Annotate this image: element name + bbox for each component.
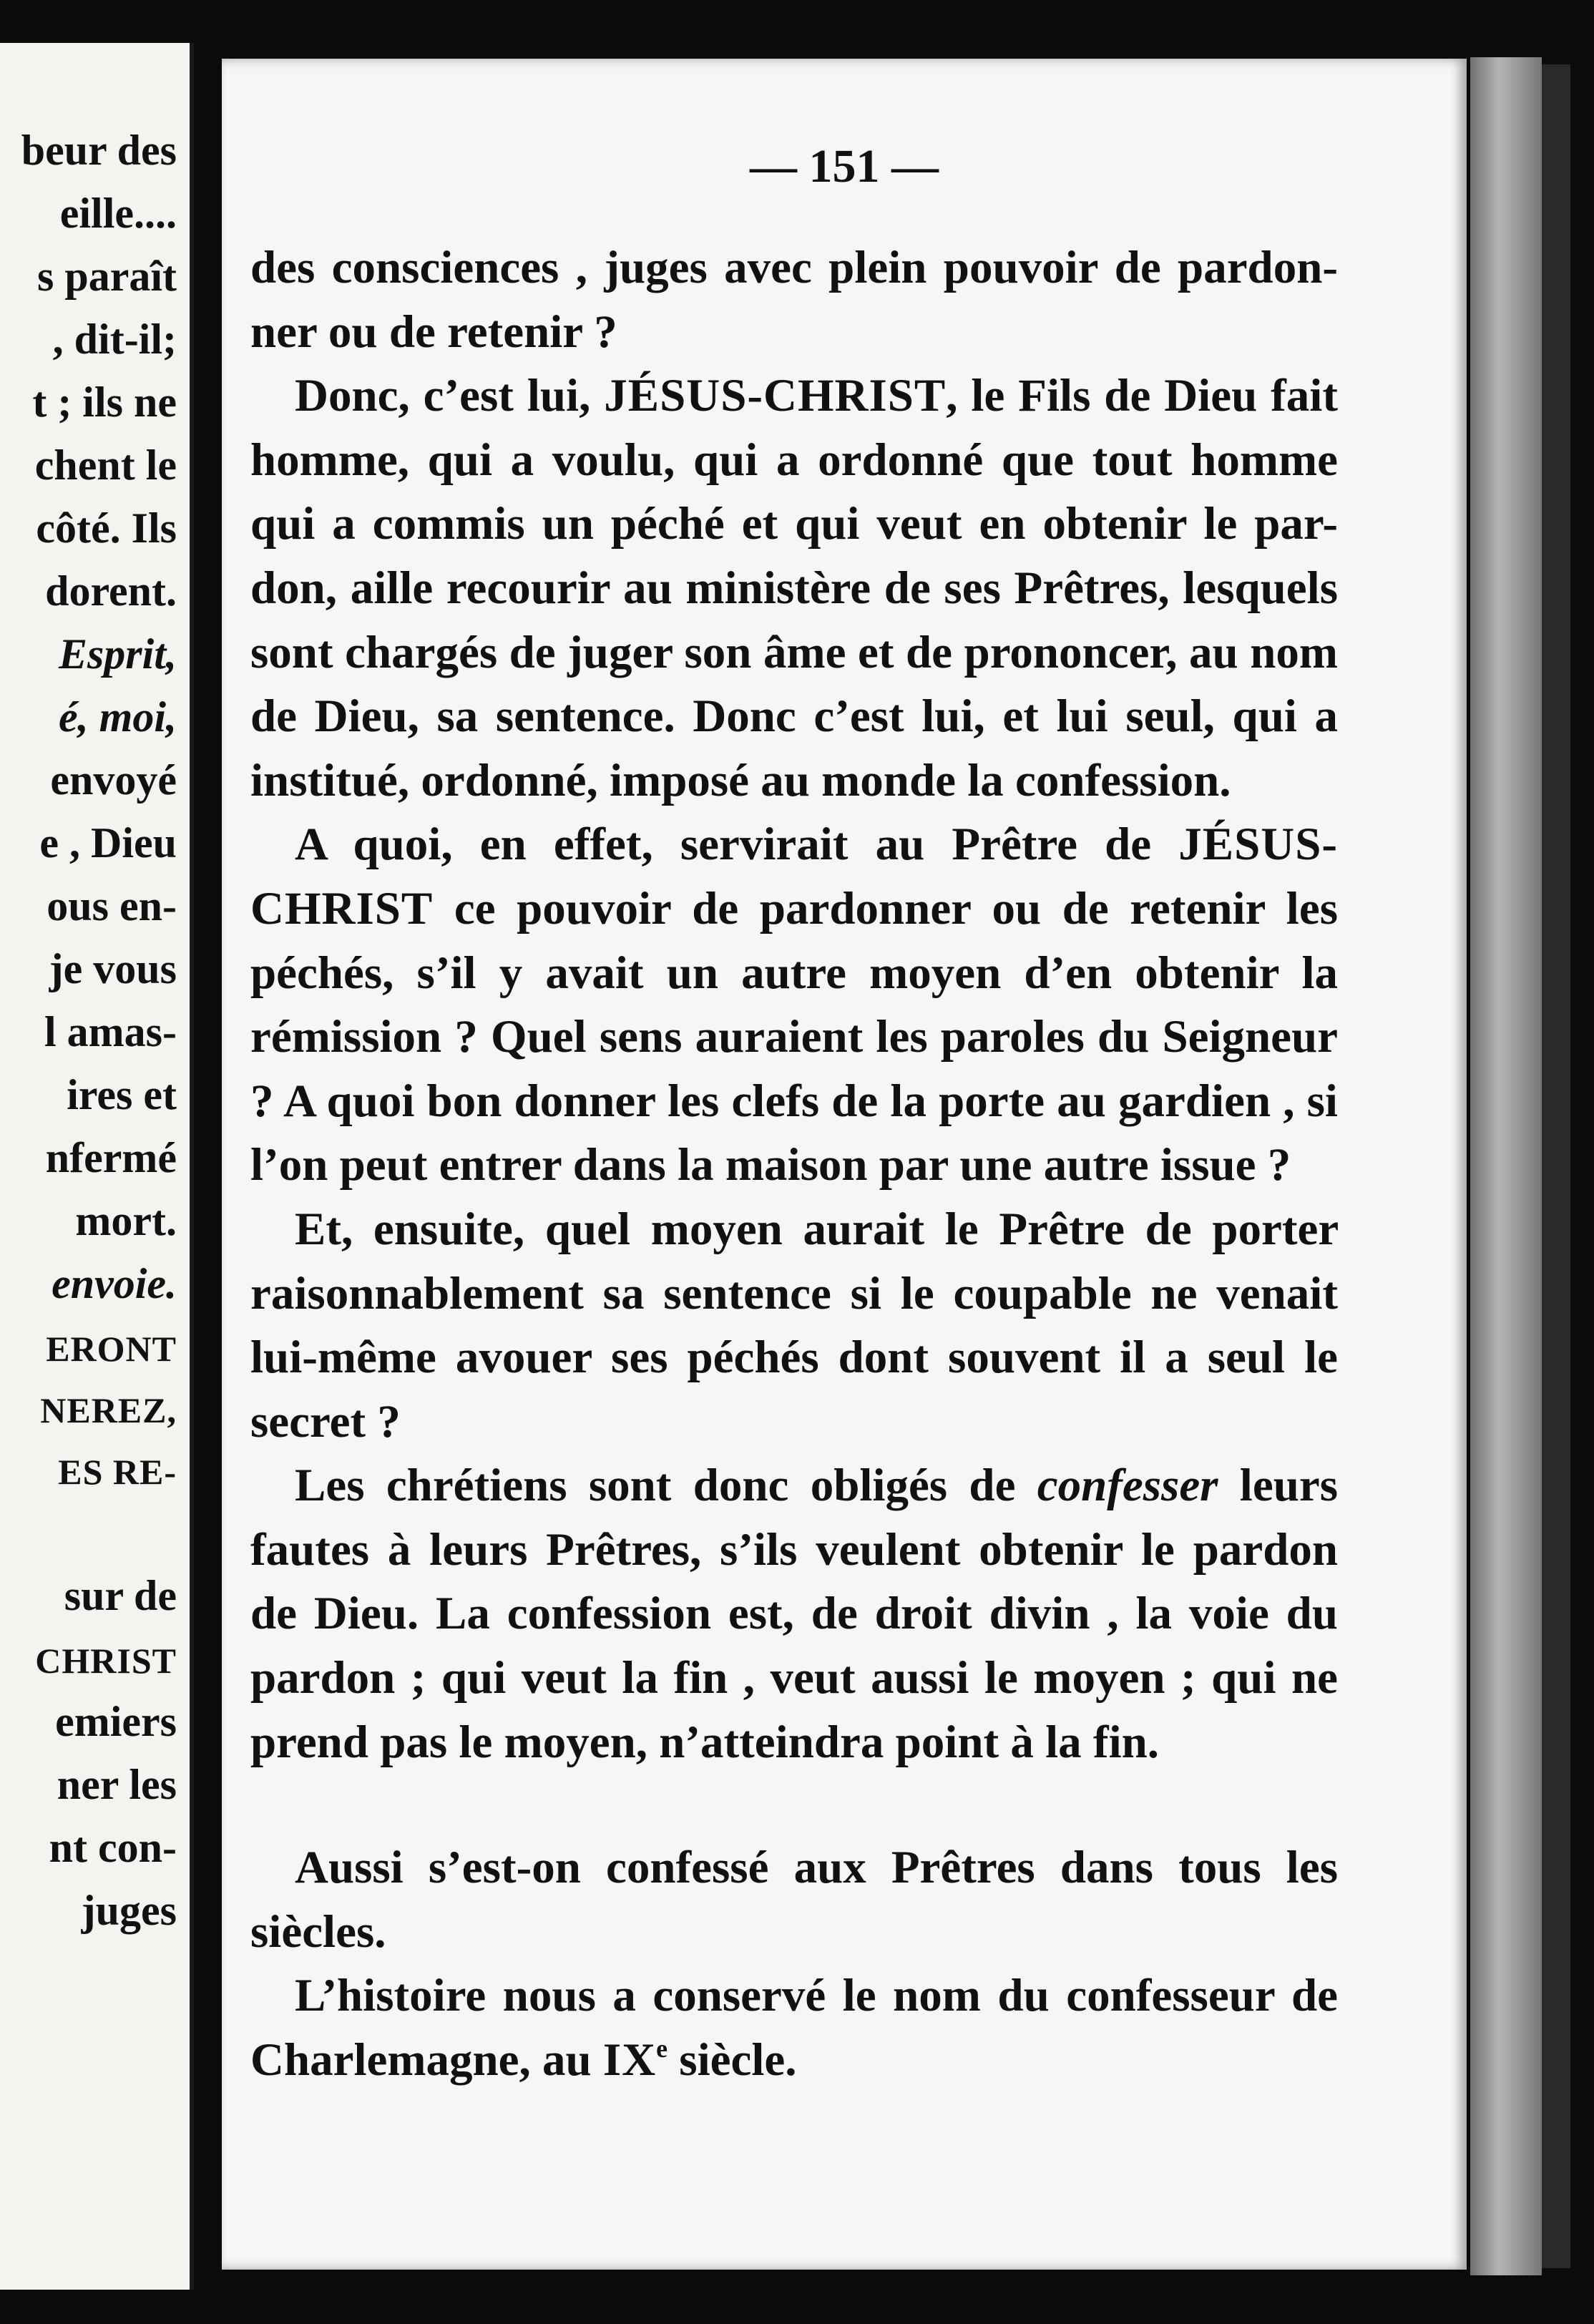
text-line: A quoi, en effet, servirait au Prêtre de JÉSUS-CHRIST bbox=[250, 819, 1338, 934]
text-line: qui a commis un péché et qui veut en obtenir le par- bbox=[250, 498, 1338, 550]
text-line: nom de Dieu, sa sentence. Donc c’est lui, et lui seul, bbox=[250, 626, 1339, 743]
text-line: peut entrer dans la maison par une autre issue ? bbox=[339, 1139, 1291, 1191]
left-page-line: Esprit, bbox=[58, 630, 177, 678]
paragraph bbox=[250, 236, 1338, 364]
text-line: des consciences , juges avec plein pouvoir de pardon- bbox=[250, 242, 1338, 293]
left-page-line: ES RE- bbox=[58, 1452, 177, 1492]
left-page-line: ires et bbox=[67, 1071, 177, 1118]
left-page-line: t ; ils ne bbox=[32, 379, 177, 426]
left-page-line: côté. Ils bbox=[36, 504, 177, 552]
left-page-line: dorent. bbox=[45, 567, 177, 615]
text-line: fautes à leurs Prêtres, s’ils veulent obtenir le pardon bbox=[250, 1523, 1338, 1576]
text-line: lui-même avouer ses péchés dont souvent il a seul le bbox=[250, 1332, 1338, 1384]
left-page-line: ous en- bbox=[47, 882, 177, 929]
paragraph bbox=[250, 1198, 1338, 1454]
left-page-line: ner les bbox=[57, 1761, 177, 1808]
text-line: qui a institué, ordonné, imposé au monde la confession. bbox=[250, 690, 1339, 806]
left-page-line: je vous bbox=[49, 945, 177, 992]
left-page-line: ERONT bbox=[46, 1329, 177, 1369]
book-edge bbox=[1542, 64, 1570, 2268]
left-page-line: nfermé bbox=[45, 1134, 177, 1181]
text-line: sont chargés de juger son âme et de prononcer, au bbox=[250, 626, 1238, 678]
text-line: Et, ensuite, quel moyen aurait le Prêtre de porter bbox=[295, 1203, 1338, 1255]
text-line: raisonnablement sa sentence si le coupable ne venait bbox=[250, 1267, 1338, 1319]
text-line: homme, qui a voulu, qui a ordonné que tout homme bbox=[250, 434, 1338, 486]
text-line: Donc, c’est lui, JÉSUS-CHRIST, le Fils de Dieu fait bbox=[295, 370, 1338, 422]
left-page-line: juges bbox=[81, 1887, 177, 1934]
left-page-line: chent le bbox=[34, 441, 177, 489]
page-edge-strip bbox=[1470, 57, 1542, 2275]
text-line: Quel sens auraient les paroles du Seigneur ? A quoi bbox=[250, 1011, 1339, 1127]
text-line: de Dieu. La confession est, de droit divin , la voie du bbox=[250, 1588, 1338, 1640]
book-page bbox=[222, 59, 1467, 2270]
text-line: Aussi s’est-on confessé aux Prêtres dans tous les bbox=[295, 1842, 1338, 1894]
text-line: Les chrétiens sont donc obligés de confesser leurs bbox=[295, 1460, 1338, 1512]
left-page-line: envoie. bbox=[52, 1260, 177, 1307]
page-body bbox=[250, 236, 1338, 2093]
text-line: siècles. bbox=[250, 1905, 386, 1958]
left-page-line: mort. bbox=[75, 1197, 177, 1244]
left-page-line: é, moi, bbox=[59, 693, 177, 741]
left-page-line: envoyé bbox=[50, 756, 177, 804]
left-page-line: beur des bbox=[21, 127, 177, 174]
text-line: prend pas le moyen, n’atteindra point à la fin. bbox=[250, 1716, 1160, 1768]
left-page-line: nt con- bbox=[49, 1824, 177, 1871]
paragraph bbox=[250, 1964, 1338, 2092]
text-line: L’histoire nous a conservé le nom du confesseur de bbox=[295, 1970, 1338, 2022]
text-line: don, aille recourir au ministère de ses Prêtres, lesquels bbox=[250, 562, 1338, 614]
paragraph bbox=[250, 1454, 1338, 1774]
left-page-line: sur de bbox=[64, 1572, 177, 1619]
left-page-line: emiers bbox=[55, 1698, 177, 1745]
text-line: y avait un autre moyen d’en obtenir la rémission ? bbox=[250, 947, 1339, 1063]
text-line: secret ? bbox=[250, 1395, 401, 1447]
text-line: ner ou de retenir ? bbox=[250, 306, 617, 358]
facing-page-left bbox=[0, 43, 194, 2290]
left-page-line: l amas- bbox=[44, 1008, 177, 1055]
text-line: bon donner les clefs de la porte au gardien , si l’on bbox=[250, 1075, 1338, 1191]
page-number: — 151 — bbox=[750, 140, 939, 192]
text-line: pardon ; qui veut la fin , veut aussi le moyen ; qui ne bbox=[250, 1652, 1338, 1704]
paragraph bbox=[250, 364, 1338, 813]
text-line: Charlemagne, au IXe siècle. bbox=[250, 2034, 797, 2086]
left-page-line: CHRIST bbox=[35, 1641, 177, 1681]
text-line: ce pouvoir de pardonner ou de retenir les péchés, s’il bbox=[250, 882, 1339, 999]
left-page-line: NEREZ, bbox=[40, 1390, 177, 1430]
left-page-line: eille.... bbox=[59, 190, 177, 237]
left-page-line: e , Dieu bbox=[39, 819, 177, 866]
left-page-line: s paraît bbox=[37, 253, 177, 300]
paragraph bbox=[250, 1836, 1338, 1964]
left-page-line: , dit-il; bbox=[52, 316, 177, 363]
paragraph bbox=[250, 813, 1338, 1198]
